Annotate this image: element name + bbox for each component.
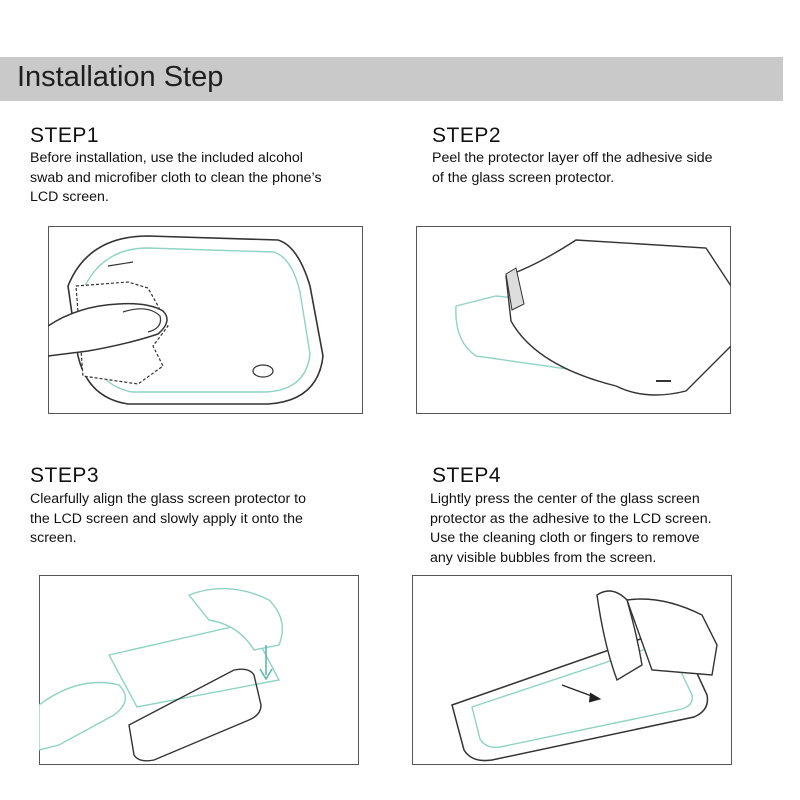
- step3-illustration: [39, 575, 359, 765]
- step2-illustration: [416, 226, 731, 414]
- peel-protector-illustration: [416, 226, 731, 414]
- step1-line: Before installation, use the included alcohol: [30, 150, 303, 166]
- step2-line: Peel the protector layer off the adhesive side: [432, 150, 713, 166]
- step1-illustration: [48, 226, 363, 414]
- step1-line: LCD screen.: [30, 189, 109, 205]
- step4-line: any visible bubbles from the screen.: [430, 549, 657, 566]
- header-bar: [0, 57, 783, 101]
- phone-cleaning-illustration: [48, 226, 363, 414]
- step1-description: [30, 149, 322, 208]
- step3-description: [30, 490, 306, 549]
- step2-line: of the glass screen protector.: [432, 169, 615, 186]
- step4-line: Use the cleaning cloth or fingers to remove: [430, 530, 700, 546]
- step1-title: STEP1: [30, 124, 100, 147]
- page-title: Installation Step: [17, 61, 224, 93]
- step3-title: STEP3: [30, 464, 100, 487]
- step4-line: protector as the adhesive to the LCD screen.: [430, 510, 712, 527]
- align-protector-illustration: [39, 575, 359, 765]
- step4-line: Lightly press the center of the glass screen: [430, 491, 700, 507]
- step4-title: STEP4: [432, 464, 502, 487]
- step1-line: swab and microfiber cloth to clean the phone’s: [30, 169, 322, 186]
- step3-line: screen.: [30, 530, 77, 546]
- step2-title: STEP2: [432, 124, 502, 147]
- step3-line: Clearfully align the glass screen protector to: [30, 491, 307, 507]
- step4-illustration: [412, 575, 732, 765]
- step4-description: [430, 490, 712, 568]
- press-protector-illustration: [412, 575, 732, 765]
- step2-description: [432, 149, 713, 188]
- step3-line: the LCD screen and slowly apply it onto the: [30, 510, 303, 527]
